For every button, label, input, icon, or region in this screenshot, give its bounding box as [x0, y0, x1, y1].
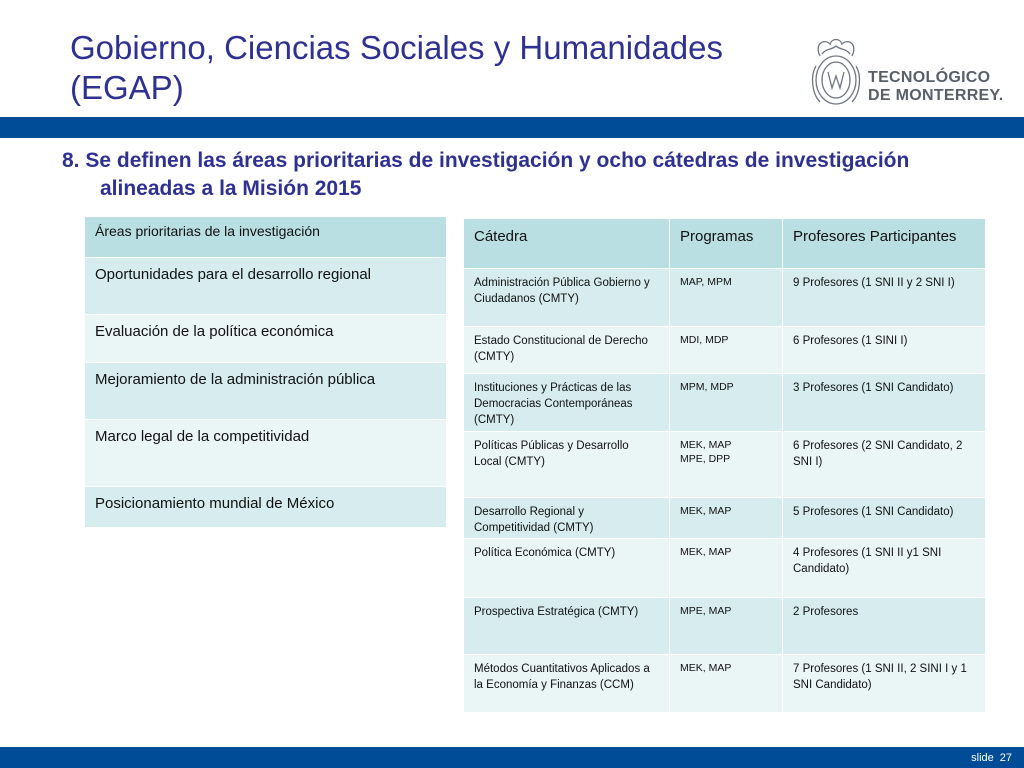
area-cell: Marco legal de la competitividad	[85, 420, 447, 487]
profesores-cell: 7 Profesores (1 SNI II, 2 SINI I y 1 SNI Candidato)	[783, 655, 986, 713]
catedra-cell: Administración Pública Gobierno y Ciudadanos (CMTY)	[464, 269, 670, 327]
table-row	[85, 363, 447, 420]
table-row	[464, 598, 986, 655]
catedra-cell: Política Económica (CMTY)	[464, 539, 670, 598]
table-row	[464, 374, 986, 432]
table-row	[85, 487, 447, 528]
slide-number	[965, 752, 1012, 764]
table-row	[464, 432, 986, 498]
institution-seal-icon	[810, 36, 862, 110]
table-row	[464, 498, 986, 539]
catedra-cell: Estado Constitucional de Derecho (CMTY)	[464, 327, 670, 374]
areas-header: Áreas prioritarias de la investigación	[85, 217, 447, 258]
profesores-cell: 4 Profesores (1 SNI II y1 SNI Candidato)	[783, 539, 986, 598]
programas-header: Programas	[670, 219, 783, 269]
catedra-cell: Métodos Cuantitativos Aplicados a la Economía y Finanzas (CCM)	[464, 655, 670, 713]
programas-cell: MAP, MPM	[670, 269, 783, 327]
table-row	[464, 269, 986, 327]
logo-line2: DE MONTERREY.	[868, 87, 1004, 104]
table-row	[85, 258, 447, 315]
programas-cell: MPM, MDP	[670, 374, 783, 432]
catedras-table	[463, 218, 986, 713]
top-band	[0, 117, 1024, 138]
area-cell: Oportunidades para el desarrollo regional	[85, 258, 447, 315]
slide-subtitle: 8. Se definen las áreas prioritarias de investigación y ocho cátedras de investigación alineadas a la Misión 2015	[62, 149, 910, 200]
programas-cell: MEK, MAP	[670, 655, 783, 713]
profesores-cell: 5 Profesores (1 SNI Candidato)	[783, 498, 986, 539]
tec-logo	[810, 36, 1010, 112]
profesores-cell: 2 Profesores	[783, 598, 986, 655]
area-cell: Evaluación de la política económica	[85, 315, 447, 363]
slide-title-line2: (EGAP)	[70, 69, 184, 106]
profesores-cell: 3 Profesores (1 SNI Candidato)	[783, 374, 986, 432]
programas-cell: MEK, MAP MPE, DPP	[670, 432, 783, 498]
table-row	[85, 420, 447, 487]
table-row	[85, 315, 447, 363]
priority-areas-table	[84, 216, 447, 528]
table-row	[464, 327, 986, 374]
bottom-band	[0, 747, 1024, 768]
programas-cell: MDI, MDP	[670, 327, 783, 374]
catedra-header: Cátedra	[464, 219, 670, 269]
logo-line1: TECNOLÓGICO	[868, 69, 991, 86]
catedra-cell: Políticas Públicas y Desarrollo Local (CMTY)	[464, 432, 670, 498]
table-header-row	[85, 217, 447, 258]
profesores-cell: 6 Profesores (1 SINI I)	[783, 327, 986, 374]
slide-title-line1: Gobierno, Ciencias Sociales y Humanidades	[70, 29, 724, 66]
catedra-cell: Prospectiva Estratégica (CMTY)	[464, 598, 670, 655]
slide-number-value: 27	[999, 752, 1012, 764]
table-header-row	[464, 219, 986, 269]
programas-cell: MEK, MAP	[670, 539, 783, 598]
table-row	[464, 539, 986, 598]
catedra-cell: Instituciones y Prácticas de las Democracias Contemporáneas (CMTY)	[464, 374, 670, 432]
programas-cell: MEK, MAP	[670, 498, 783, 539]
logo-wordmark	[868, 69, 1003, 105]
profesores-cell: 9 Profesores (1 SNI II y 2 SNI I)	[783, 269, 986, 327]
area-cell: Mejoramiento de la administración pública	[85, 363, 447, 420]
table-row	[464, 655, 986, 713]
profesores-cell: 6 Profesores (2 SNI Candidato, 2 SNI I)	[783, 432, 986, 498]
slide-title	[70, 28, 800, 108]
profesores-header: Profesores Participantes	[783, 219, 986, 269]
slide-label: slide	[971, 752, 994, 764]
programas-cell: MPE, MAP	[670, 598, 783, 655]
catedra-cell: Desarrollo Regional y Competitividad (CMTY)	[464, 498, 670, 539]
area-cell: Posicionamiento mundial de México	[85, 487, 447, 528]
